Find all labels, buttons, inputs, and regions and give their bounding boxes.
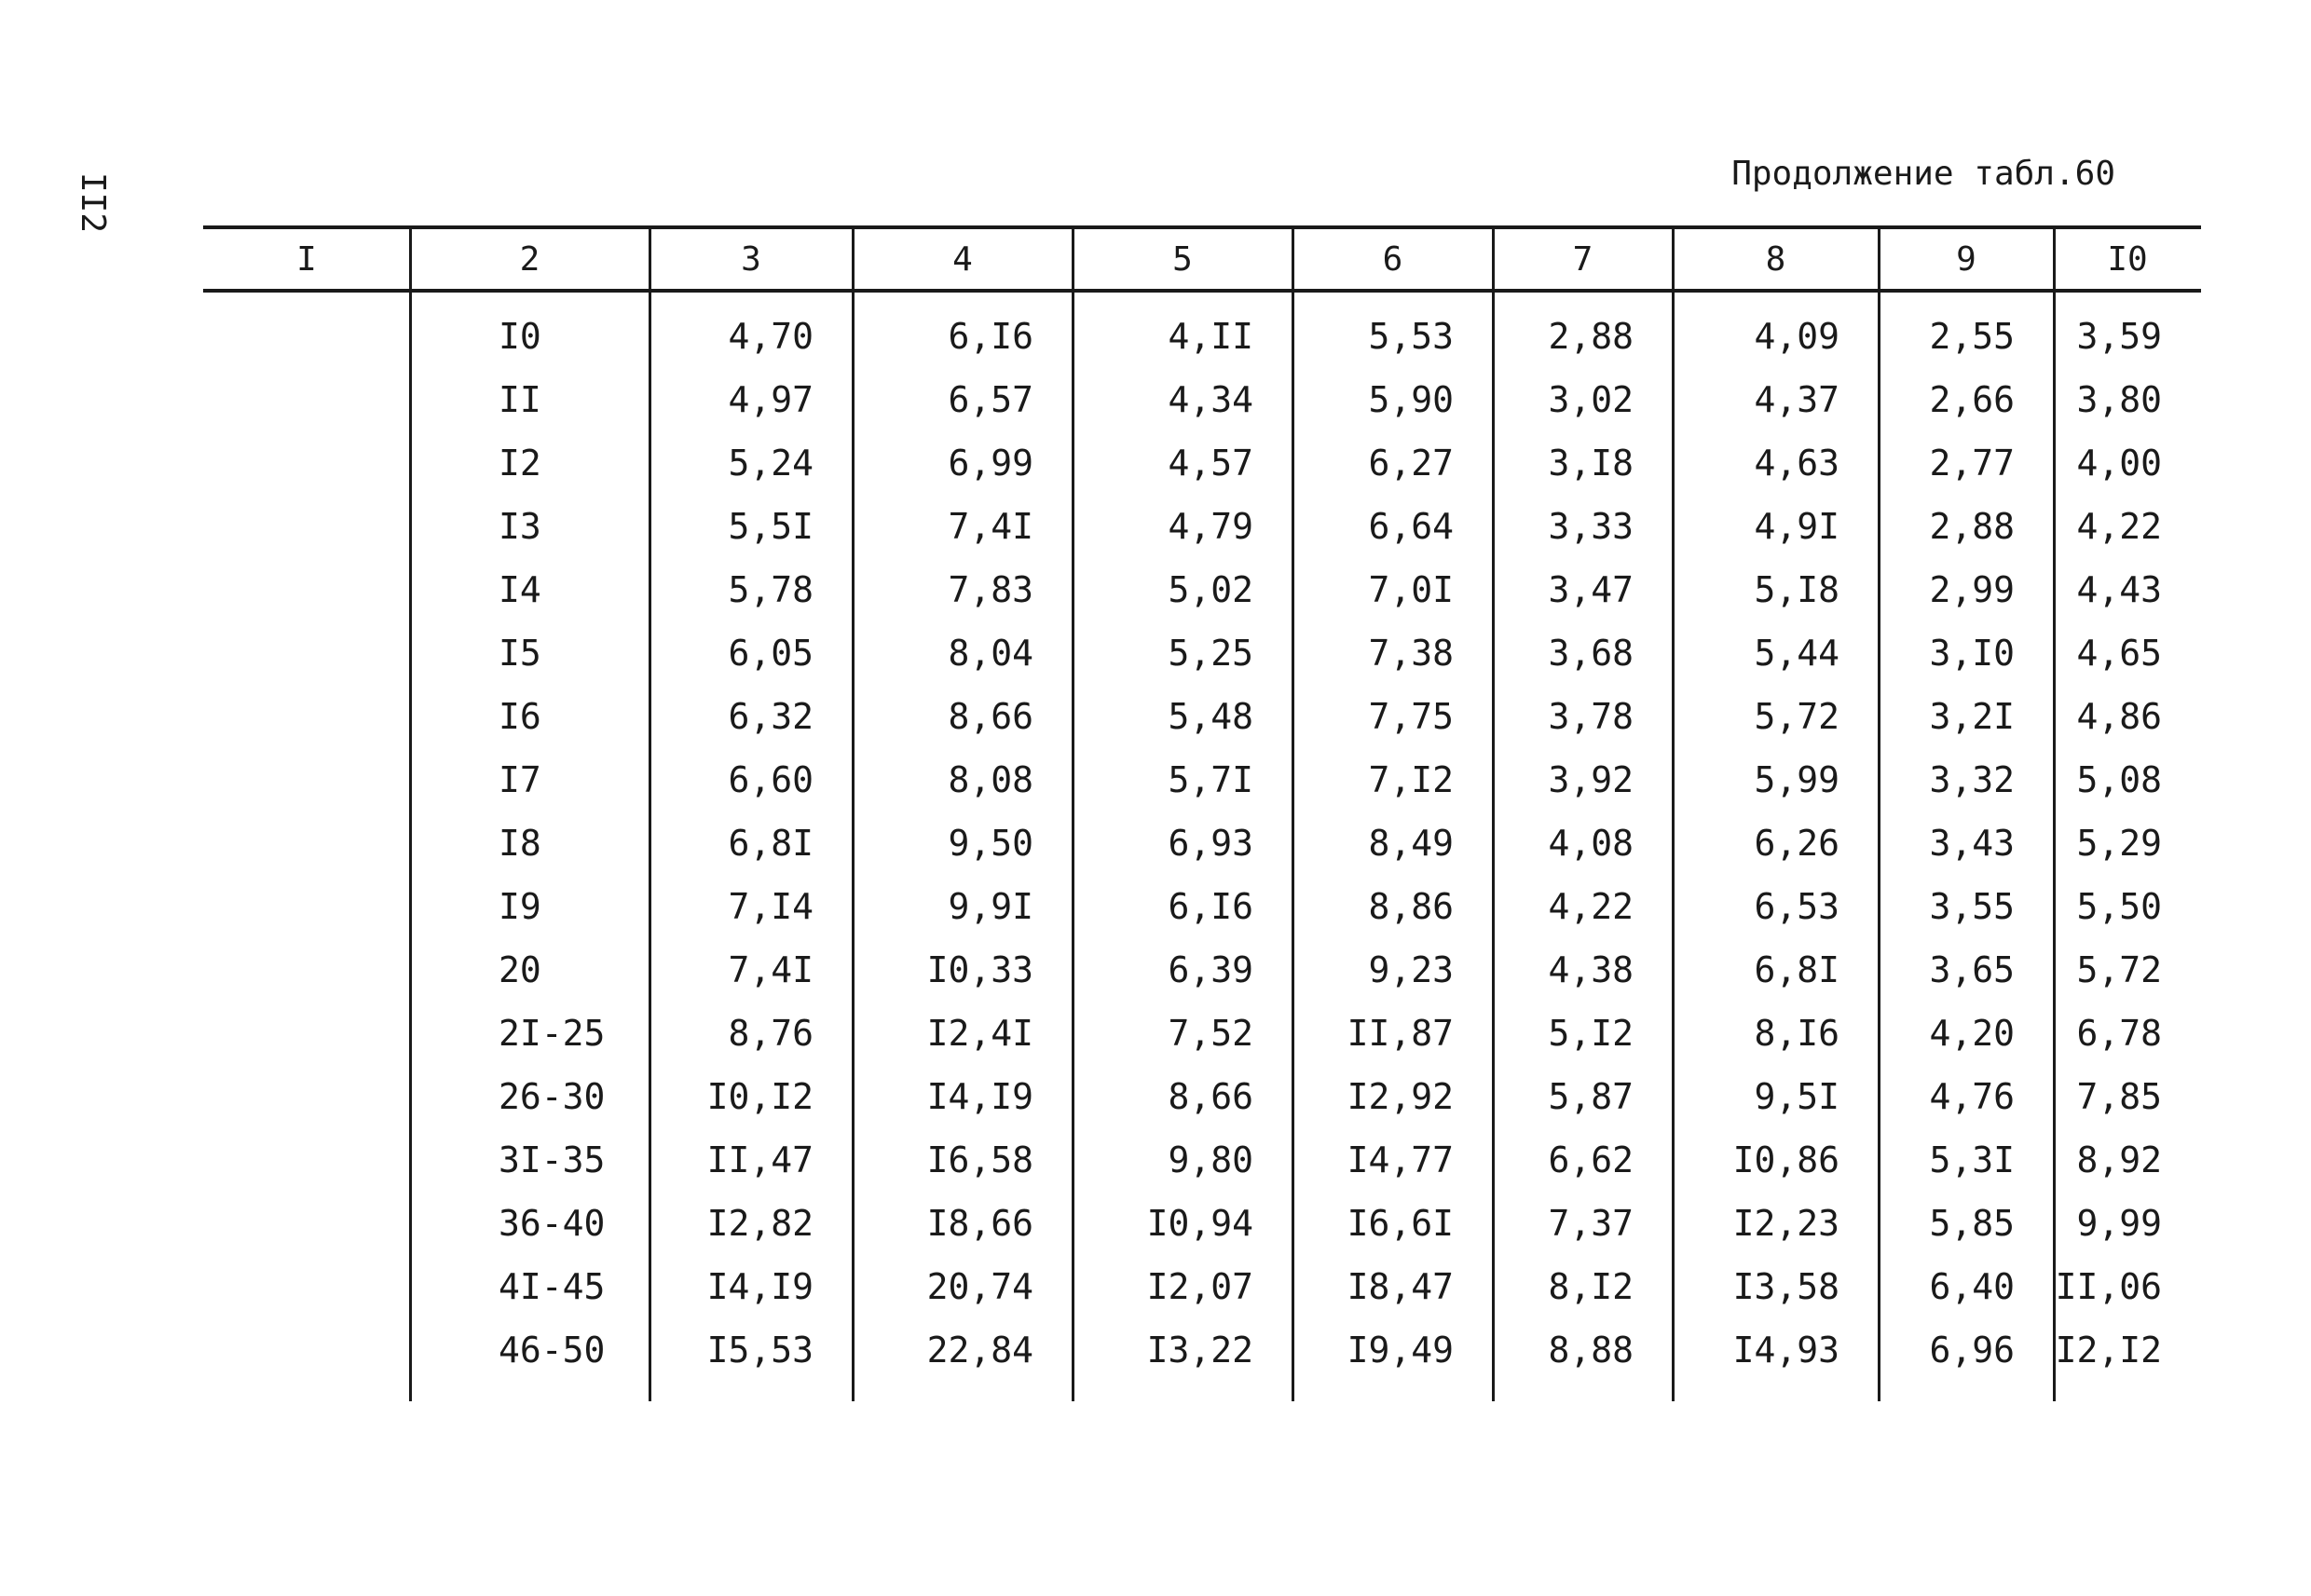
table-top-rule (203, 225, 2201, 229)
value-cell: 7,52 (1168, 1013, 1253, 1054)
table-row (0, 1002, 2311, 1065)
value-cell: I9,49 (1347, 1330, 1454, 1371)
value-cell: 8,66 (948, 696, 1033, 737)
value-cell: 9,99 (2076, 1203, 2162, 1244)
argument-cell: I3 (499, 506, 541, 547)
table-row (0, 748, 2311, 812)
value-cell: I2,I2 (2055, 1330, 2162, 1371)
value-cell: 8,66 (1168, 1076, 1253, 1117)
argument-cell: 2I-25 (499, 1013, 606, 1054)
table-row (0, 368, 2311, 431)
value-cell: 4,37 (1754, 379, 1839, 420)
value-cell: 4,86 (2076, 696, 2162, 737)
argument-cell: 20 (499, 949, 541, 990)
value-cell: 4,00 (2076, 443, 2162, 484)
table-row (0, 621, 2311, 685)
argument-cell: I4 (499, 569, 541, 610)
value-cell: II,06 (2055, 1266, 2162, 1307)
value-cell: 6,05 (728, 633, 814, 674)
value-cell: 5,78 (728, 569, 814, 610)
value-cell: 6,99 (948, 443, 1033, 484)
column-header: 8 (1765, 240, 1786, 279)
value-cell: 6,53 (1754, 886, 1839, 927)
value-cell: 3,47 (1548, 569, 1634, 610)
value-cell: 5,02 (1168, 569, 1253, 610)
value-cell: 4,20 (1929, 1013, 2015, 1054)
table-row (0, 938, 2311, 1002)
value-cell: 5,29 (2076, 823, 2162, 864)
value-cell: 4,70 (728, 316, 814, 357)
value-cell: I0,I2 (706, 1076, 814, 1117)
value-cell: 6,39 (1168, 949, 1253, 990)
value-cell: 4,22 (2076, 506, 2162, 547)
value-cell: 3,59 (2076, 316, 2162, 357)
value-cell: 6,78 (2076, 1013, 2162, 1054)
value-cell: 3,55 (1929, 886, 2015, 927)
value-cell: 8,86 (1368, 886, 1454, 927)
value-cell: 2,77 (1929, 443, 2015, 484)
table-row (0, 1192, 2311, 1255)
argument-cell: I9 (499, 886, 541, 927)
value-cell: 2,66 (1929, 379, 2015, 420)
value-cell: 5,3I (1929, 1139, 2015, 1180)
value-cell: 8,49 (1368, 823, 1454, 864)
value-cell: I8,47 (1347, 1266, 1454, 1307)
value-cell: 20,74 (926, 1266, 1033, 1307)
value-cell: 6,93 (1168, 823, 1253, 864)
value-cell: 3,I0 (1929, 633, 2015, 674)
page-number: II2 (74, 172, 112, 234)
value-cell: 4,9I (1754, 506, 1839, 547)
value-cell: 3,I8 (1548, 443, 1634, 484)
value-cell: 5,5I (728, 506, 814, 547)
value-cell: 6,26 (1754, 823, 1839, 864)
value-cell: I6,58 (926, 1139, 1033, 1180)
table-row (0, 875, 2311, 938)
table-row (0, 305, 2311, 368)
value-cell: I0,33 (926, 949, 1033, 990)
value-cell: 7,I2 (1368, 759, 1454, 800)
value-cell: 2,55 (1929, 316, 2015, 357)
value-cell: I4,I9 (926, 1076, 1033, 1117)
argument-cell: I5 (499, 633, 541, 674)
value-cell: 5,90 (1368, 379, 1454, 420)
value-cell: 7,83 (948, 569, 1033, 610)
value-cell: 5,24 (728, 443, 814, 484)
column-header: 6 (1382, 240, 1403, 279)
value-cell: 8,04 (948, 633, 1033, 674)
argument-cell: 26-30 (499, 1076, 606, 1117)
value-cell: 4,57 (1168, 443, 1253, 484)
value-cell: II,47 (706, 1139, 814, 1180)
table-row (0, 495, 2311, 558)
value-cell: 6,32 (728, 696, 814, 737)
value-cell: 5,44 (1754, 633, 1839, 674)
value-cell: I3,58 (1732, 1266, 1839, 1307)
value-cell: 5,87 (1548, 1076, 1634, 1117)
value-cell: 4,09 (1754, 316, 1839, 357)
value-cell: 4,II (1168, 316, 1253, 357)
column-header: 2 (519, 240, 540, 279)
value-cell: 7,4I (728, 949, 814, 990)
value-cell: 5,72 (1754, 696, 1839, 737)
value-cell: 9,5I (1754, 1076, 1839, 1117)
value-cell: 6,40 (1929, 1266, 2015, 1307)
value-cell: 3,78 (1548, 696, 1634, 737)
value-cell: 5,7I (1168, 759, 1253, 800)
value-cell: 5,48 (1168, 696, 1253, 737)
value-cell: 9,23 (1368, 949, 1454, 990)
value-cell: 2,88 (1548, 316, 1634, 357)
value-cell: 3,65 (1929, 949, 2015, 990)
value-cell: I2,4I (926, 1013, 1033, 1054)
value-cell: I8,66 (926, 1203, 1033, 1244)
value-cell: 4,63 (1754, 443, 1839, 484)
value-cell: 8,92 (2076, 1139, 2162, 1180)
value-cell: 6,8I (728, 823, 814, 864)
argument-cell: I2 (499, 443, 541, 484)
argument-cell: II (499, 379, 541, 420)
argument-cell: 3I-35 (499, 1139, 606, 1180)
value-cell: 7,85 (2076, 1076, 2162, 1117)
value-cell: 6,57 (948, 379, 1033, 420)
value-cell: 4,34 (1168, 379, 1253, 420)
value-cell: 3,92 (1548, 759, 1634, 800)
table-row (0, 1255, 2311, 1318)
argument-cell: I8 (499, 823, 541, 864)
value-cell: 5,85 (1929, 1203, 2015, 1244)
argument-cell: I6 (499, 696, 541, 737)
value-cell: 22,84 (926, 1330, 1033, 1371)
value-cell: 4,08 (1548, 823, 1634, 864)
value-cell: I4,93 (1732, 1330, 1839, 1371)
column-header: 4 (952, 240, 973, 279)
table-row (0, 1318, 2311, 1382)
value-cell: 6,8I (1754, 949, 1839, 990)
value-cell: 6,96 (1929, 1330, 2015, 1371)
column-header: I0 (2107, 240, 2148, 279)
value-cell: 4,65 (2076, 633, 2162, 674)
value-cell: 3,2I (1929, 696, 2015, 737)
column-header: I (296, 240, 317, 279)
value-cell: 5,72 (2076, 949, 2162, 990)
value-cell: 6,62 (1548, 1139, 1634, 1180)
column-header: 5 (1172, 240, 1193, 279)
column-header: 7 (1572, 240, 1593, 279)
value-cell: 6,27 (1368, 443, 1454, 484)
value-cell: 4,22 (1548, 886, 1634, 927)
value-cell: 3,32 (1929, 759, 2015, 800)
value-cell: 8,76 (728, 1013, 814, 1054)
value-cell: 5,I8 (1754, 569, 1839, 610)
table-row (0, 558, 2311, 621)
value-cell: 7,75 (1368, 696, 1454, 737)
argument-cell: 46-50 (499, 1330, 606, 1371)
value-cell: 5,50 (2076, 886, 2162, 927)
value-cell: I2,82 (706, 1203, 814, 1244)
value-cell: 3,02 (1548, 379, 1634, 420)
value-cell: 4,76 (1929, 1076, 2015, 1117)
value-cell: 4,38 (1548, 949, 1634, 990)
value-cell: I2,07 (1146, 1266, 1253, 1307)
table-row (0, 812, 2311, 875)
table-caption: Продолжение табл.60 (1731, 155, 2115, 193)
value-cell: 8,88 (1548, 1330, 1634, 1371)
value-cell: 7,38 (1368, 633, 1454, 674)
value-cell: I4,77 (1347, 1139, 1454, 1180)
value-cell: 9,9I (948, 886, 1033, 927)
value-cell: 9,80 (1168, 1139, 1253, 1180)
value-cell: 6,60 (728, 759, 814, 800)
value-cell: 2,99 (1929, 569, 2015, 610)
argument-cell: I0 (499, 316, 541, 357)
value-cell: 3,43 (1929, 823, 2015, 864)
argument-cell: 4I-45 (499, 1266, 606, 1307)
value-cell: 5,I2 (1548, 1013, 1634, 1054)
value-cell: 9,50 (948, 823, 1033, 864)
value-cell: 8,I2 (1548, 1266, 1634, 1307)
value-cell: I4,I9 (706, 1266, 814, 1307)
value-cell: 3,80 (2076, 379, 2162, 420)
argument-cell: I7 (499, 759, 541, 800)
column-header: 3 (741, 240, 761, 279)
table-header-rule (203, 289, 2201, 293)
value-cell: 7,37 (1548, 1203, 1634, 1244)
value-cell: 5,08 (2076, 759, 2162, 800)
argument-cell: 36-40 (499, 1203, 606, 1244)
value-cell: 7,0I (1368, 569, 1454, 610)
value-cell: 5,53 (1368, 316, 1454, 357)
column-header: 9 (1956, 240, 1976, 279)
value-cell: 3,68 (1548, 633, 1634, 674)
value-cell: 3,33 (1548, 506, 1634, 547)
value-cell: 5,99 (1754, 759, 1839, 800)
value-cell: 6,64 (1368, 506, 1454, 547)
value-cell: I2,23 (1732, 1203, 1839, 1244)
value-cell: 6,I6 (1168, 886, 1253, 927)
value-cell: 7,4I (948, 506, 1033, 547)
table-row (0, 1128, 2311, 1192)
value-cell: I3,22 (1146, 1330, 1253, 1371)
value-cell: 4,97 (728, 379, 814, 420)
table-row (0, 431, 2311, 495)
value-cell: I5,53 (706, 1330, 814, 1371)
value-cell: 5,25 (1168, 633, 1253, 674)
value-cell: 4,79 (1168, 506, 1253, 547)
value-cell: I6,6I (1347, 1203, 1454, 1244)
value-cell: 8,08 (948, 759, 1033, 800)
value-cell: 6,I6 (948, 316, 1033, 357)
value-cell: II,87 (1347, 1013, 1454, 1054)
value-cell: I2,92 (1347, 1076, 1454, 1117)
value-cell: I0,86 (1732, 1139, 1839, 1180)
value-cell: 8,I6 (1754, 1013, 1839, 1054)
table-row (0, 685, 2311, 748)
value-cell: 7,I4 (728, 886, 814, 927)
value-cell: 4,43 (2076, 569, 2162, 610)
value-cell: 2,88 (1929, 506, 2015, 547)
table-row (0, 1065, 2311, 1128)
value-cell: I0,94 (1146, 1203, 1253, 1244)
